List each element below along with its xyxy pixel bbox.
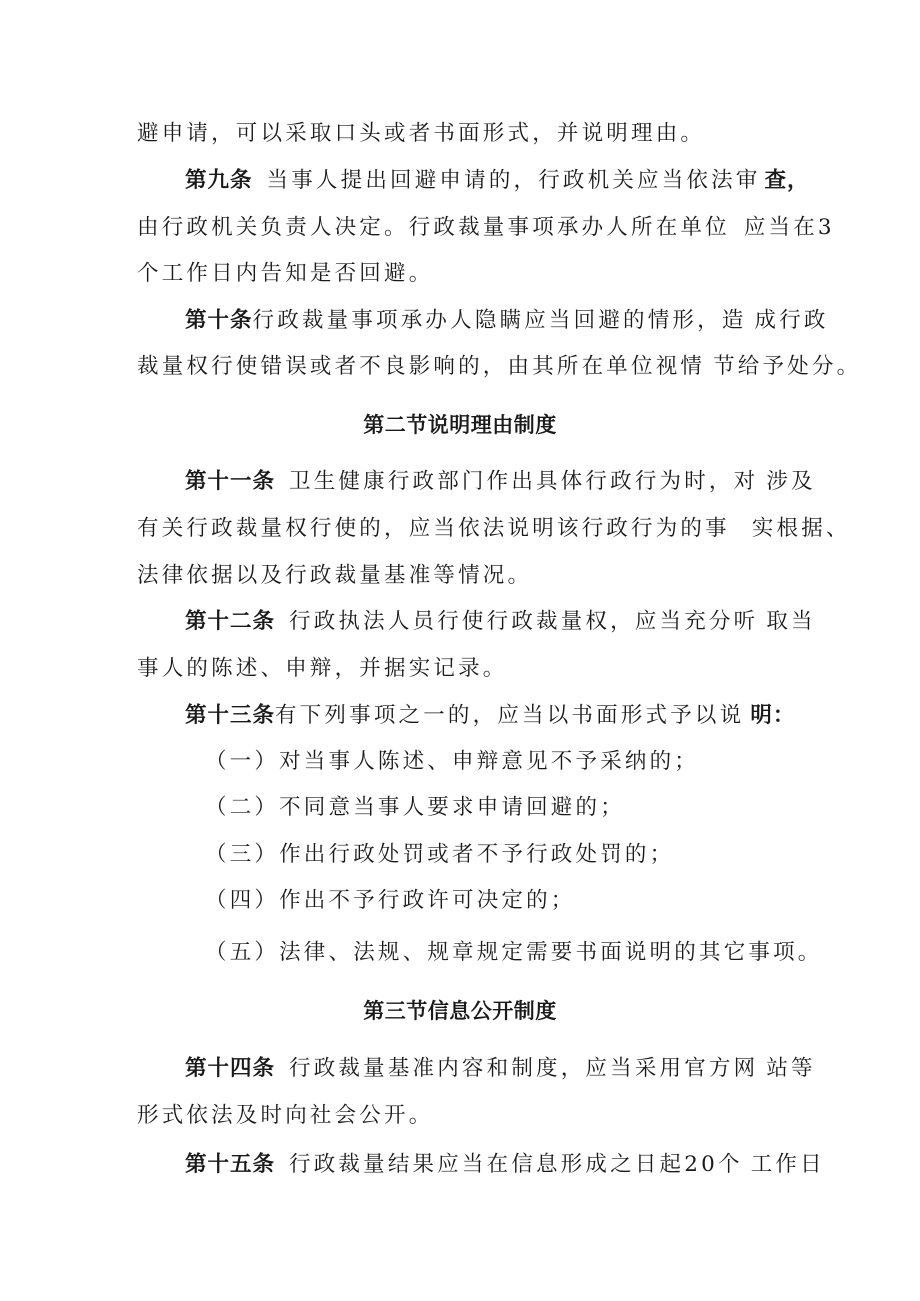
article-12-line-1 <box>0 607 920 637</box>
article-label: 第十五条 <box>185 1152 276 1177</box>
article-11-line-3 <box>0 561 920 591</box>
article-label: 第十二条 <box>185 609 276 634</box>
text: 实根据、 <box>751 516 851 541</box>
article-14-line-2 <box>0 1101 920 1131</box>
text: 卫生健康行政部门作出具体行政行为时，对 <box>289 469 759 494</box>
text: 行政裁量事项承办人隐瞒应当回避的情形，造 <box>252 308 747 333</box>
text: 避申请，可以采取口头或者书面形式，并说明理由。 <box>137 121 706 146</box>
article-9-line-1 <box>0 166 920 196</box>
article-10-line-2 <box>0 352 920 382</box>
text: 行政裁量基准内容和制度，应当采用官方网 <box>289 1056 759 1081</box>
text: 有关行政裁量权行使的，应当依法说明该行政行为的事 <box>137 516 730 541</box>
text: 明： <box>750 703 796 728</box>
article-10-line-1 <box>0 306 920 336</box>
text: （五）法律、法规、规章规定需要书面说明的其它事项。 <box>205 940 823 965</box>
article-12-line-2 <box>0 654 920 684</box>
text: 查， <box>764 168 810 193</box>
text: （一）对当事人陈述、申辩意见不予采纳的； <box>205 749 700 774</box>
article-9-line-2 <box>0 213 920 243</box>
text: 裁量权行使错误或者不良影响的，由其所在单位视情 <box>137 354 706 379</box>
text: 应当在3 <box>743 215 835 240</box>
text: （四）作出不予行政许可决定的； <box>205 888 576 913</box>
list-item <box>0 886 920 916</box>
article-14-line-1 <box>0 1054 920 1084</box>
text: 形式依法及时向社会公开。 <box>137 1103 434 1128</box>
article-9-line-3 <box>0 259 920 289</box>
list-item <box>0 747 920 777</box>
article-label: 第十四条 <box>185 1056 276 1081</box>
article-label: 第十一条 <box>185 469 276 494</box>
text: 涉及 <box>766 469 816 494</box>
text: （三）作出行政处罚或者不予行政处罚的； <box>205 842 675 867</box>
text: 法律依据以及行政裁量基准等情况。 <box>137 563 533 588</box>
text: 工作日 <box>750 1152 825 1177</box>
text: 个工作日内告知是否回避。 <box>137 261 434 286</box>
article-15-line-1 <box>0 1150 920 1180</box>
list-item <box>0 840 920 870</box>
article-label: 第九条 <box>185 168 253 193</box>
article-label: 第十条 <box>185 308 253 333</box>
article-label: 第十三条 <box>185 703 276 728</box>
article-11-line-2 <box>0 514 920 544</box>
paragraph-line <box>0 119 920 149</box>
text: 成行政 <box>754 308 829 333</box>
list-item <box>0 793 920 823</box>
text: 行政执法人员行使行政裁量权，应当充分听 <box>289 609 759 634</box>
text: 站等 <box>766 1056 816 1081</box>
text: 当事人提出回避申请的，行政机关应当依法审 <box>266 168 761 193</box>
text: 事人的陈述、申辩，并据实记录。 <box>137 656 508 681</box>
text: 由行政机关负责人决定。行政裁量事项承办人所在单位 <box>137 215 730 240</box>
article-13-line-1 <box>0 701 920 731</box>
text: （二）不同意当事人要求申请回避的； <box>205 795 625 820</box>
list-item <box>0 938 920 968</box>
article-11-line-1 <box>0 467 920 497</box>
text: 行政裁量结果应当在信息形成之日起20个 <box>289 1152 743 1177</box>
text: 有下列事项之一的，应当以书面形式予以说 <box>275 703 745 728</box>
section-heading: 第三节信息公开制度 <box>363 999 557 1023</box>
section-heading: 第二节说明理由制度 <box>363 413 557 437</box>
text: 取当 <box>766 609 816 634</box>
text: 节给予处分。 <box>713 354 862 379</box>
